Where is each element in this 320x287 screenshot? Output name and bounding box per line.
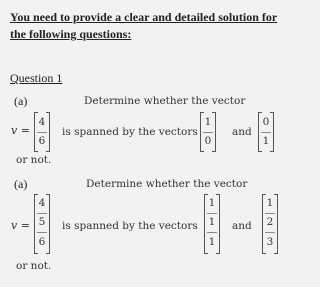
entry-divider xyxy=(207,213,217,214)
part-b-vector-u2 xyxy=(262,194,278,254)
part-a-and-text: and xyxy=(232,126,252,138)
part-a-v-entry-2: 6 xyxy=(38,135,46,147)
entry-divider xyxy=(37,213,47,214)
entry-divider xyxy=(207,232,217,233)
part-a-vector-u1 xyxy=(200,112,216,152)
part-a-u1-entry-1: 1 xyxy=(204,116,212,128)
part-b-or-not: or not. xyxy=(16,260,52,272)
part-b-label: (a) xyxy=(14,177,28,191)
part-a-label: (a) xyxy=(14,94,28,108)
part-a-or-not: or not. xyxy=(16,154,52,166)
part-b-and-text: and xyxy=(232,220,252,232)
part-a-u2-entry-2: 1 xyxy=(262,135,270,147)
entry-divider xyxy=(203,132,213,133)
instructions-line-2: the following questions: xyxy=(10,27,132,41)
entry-divider xyxy=(261,132,271,133)
part-b-v-entry-3: 6 xyxy=(38,236,46,248)
part-b-u2-entry-2: 2 xyxy=(266,216,274,228)
part-b-vector-u1 xyxy=(204,194,220,254)
part-b-vector-v xyxy=(34,194,50,254)
part-a-instruction: Determine whether the vector xyxy=(84,95,246,107)
part-b-u1-entry-2: 1 xyxy=(208,216,216,228)
instructions-heading xyxy=(10,9,277,43)
part-b-u2-entry-1: 1 xyxy=(266,197,274,209)
part-b-instruction: Determine whether the vector xyxy=(86,178,248,190)
part-b-u1-entry-3: 1 xyxy=(208,236,216,248)
entry-divider xyxy=(37,132,47,133)
part-b-v-label: v = xyxy=(11,219,30,232)
part-b-u2-entry-3: 3 xyxy=(266,236,274,248)
entry-divider xyxy=(265,213,275,214)
part-b-spanned-text: is spanned by the vectors xyxy=(62,220,198,232)
instructions-line-1: You need to provide a clear and detailed solution for xyxy=(10,10,278,24)
part-a-spanned-text: is spanned by the vectors xyxy=(62,126,198,138)
part-a-v-entry-1: 4 xyxy=(38,116,46,128)
part-b-u1-entry-1: 1 xyxy=(208,197,216,209)
entry-divider xyxy=(37,232,47,233)
part-a-u2-entry-1: 0 xyxy=(262,116,270,128)
question-heading: Question 1 xyxy=(10,71,63,85)
part-b-v-entry-2: 5 xyxy=(38,216,46,228)
part-a-vector-v xyxy=(34,112,50,152)
part-a-v-label: v = xyxy=(11,124,30,137)
part-b-v-entry-1: 4 xyxy=(38,197,46,209)
entry-divider xyxy=(265,232,275,233)
part-a-u1-entry-2: 0 xyxy=(204,135,212,147)
part-a-vector-u2 xyxy=(258,112,274,152)
